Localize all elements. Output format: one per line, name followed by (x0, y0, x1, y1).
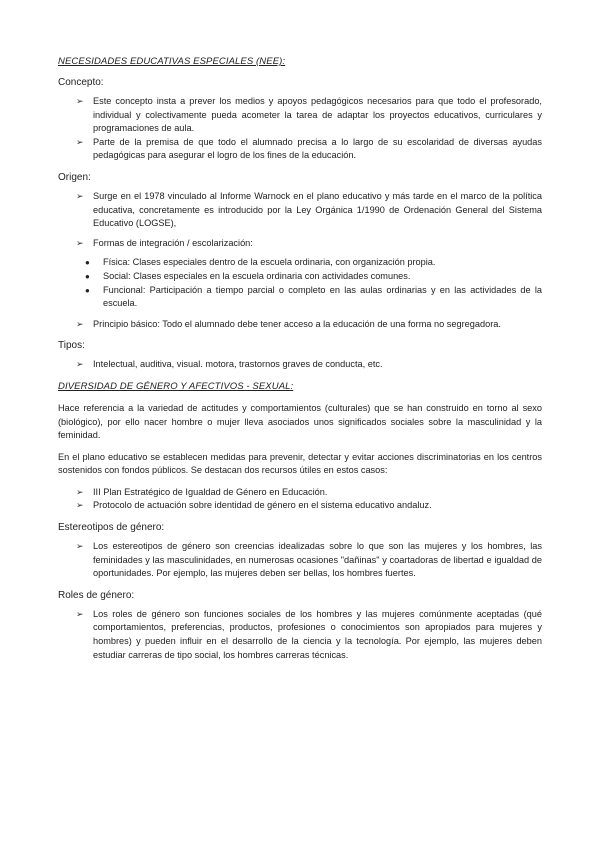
heading-tipos: Tipos: (58, 340, 85, 352)
section-title-diversidad: DIVERSIDAD DE GÉNERO Y AFECTIVOS - SEXUAL: (58, 380, 294, 392)
arrow-bullet-icon: ➢ (76, 237, 84, 248)
list-item: ➢ III Plan Estratégico de Igualdad de Género en Educación. (58, 486, 542, 500)
list-item: ➢ Parte de la premisa de que todo el alumnado precisa a lo largo de su escolaridad de diversas ayudas pedagógicas para asegurar el logro de los fines de la educación. (76, 136, 542, 161)
sublist-item: ● Física: Clases especiales dentro de la escuela ordinaria, con organización propia. (58, 256, 542, 270)
heading-roles: Roles de género: (58, 589, 135, 601)
list-item: ➢ Este concepto insta a prever los medios y apoyos pedagógicos necesarios para que todo el profesorado, individual y colectivamente pueda acometer la tarea de adaptar los proyectos educativos, curriculares y programaciones de aula. (76, 96, 542, 134)
arrow-bullet-icon: ➢ (76, 608, 84, 619)
list-item: ➢ Surge en el 1978 vinculado al Informe Warnock en el plano educativo y más tarde en el marco de la política educativa, concretamente es introducido por la Ley Orgánica 1/1990 de Ordenación General del Sistema Educativo (LOGSE), (76, 190, 542, 229)
list-item: ➢ Principio básico: Todo el alumnado debe tener acceso a la educación de una forma no segregadora. (58, 318, 542, 332)
roles-list (58, 608, 542, 662)
dot-bullet-icon: ● (85, 258, 90, 268)
list-item: ➢ Intelectual, auditiva, visual. motora, trastornos graves de conducta, etc. (58, 358, 542, 372)
arrow-bullet-icon: ➢ (76, 500, 84, 511)
paragraph: En el plano educativo se establecen medidas para prevenir, detectar y evitar acciones discriminatorias en los centros sostenidos con fondos públicos. Se destacan dos recursos útiles en estos casos: (58, 451, 542, 476)
arrow-bullet-icon: ➢ (76, 486, 84, 497)
heading-concepto: Concepto: (58, 77, 104, 88)
heading-estereotipos: Estereotipos de género: (58, 522, 165, 534)
arrow-bullet-icon: ➢ (76, 190, 84, 201)
tipos-list (58, 358, 542, 372)
arrow-bullet-icon: ➢ (76, 318, 84, 329)
list-item: ➢ Formas de integración / escolarización: (58, 237, 542, 251)
list-item: ➢ Los estereotipos de género son creencias idealizadas sobre lo que son las mujeres y los hombres, las feminidades y las masculinidades, en numerosas ocasiones "dañinas" y coartadoras de libertad e igualdad de oportunidades. Por ejemplo, las mujeres deben ser bellas, los hombres fuertes. (76, 541, 542, 579)
origen-list-2 (58, 318, 542, 332)
dot-bullet-icon: ● (85, 271, 90, 281)
list-item: ➢ Protocolo de actuación sobre identidad de género en el sistema educativo andaluz. (58, 499, 542, 513)
recursos-list (58, 486, 542, 513)
paragraph: Hace referencia a la variedad de actitudes y comportamientos (culturales) que se han construido en torno al sexo (biológico), por ello nacer hombre o mujer lleva asociados unos significados sociales sobre la masculinidad y la feminidad. (58, 402, 542, 441)
concepto-list (58, 95, 542, 163)
integracion-sublist (58, 256, 542, 310)
arrow-bullet-icon: ➢ (76, 359, 84, 370)
dot-bullet-icon: ● (85, 285, 90, 295)
arrow-bullet-icon: ➢ (76, 96, 84, 106)
sublist-item: ● Funcional: Participación a tiempo parcial o completo en las aulas ordinarias y en las actividades de la escuela. (85, 284, 542, 309)
heading-origen: Origen: (58, 171, 91, 183)
section-title-nee: NECESIDADES EDUCATIVAS ESPECIALES (NEE): (58, 56, 286, 67)
arrow-bullet-icon: ➢ (76, 136, 84, 147)
arrow-bullet-icon: ➢ (76, 541, 84, 552)
list-item: ➢ Los roles de género son funciones sociales de los hombres y las mujeres comúnmente aceptadas (qué comportamientos, preferencias, productos, profesiones o conocimientos son apropiados para mujeres y hombres) y pueden influir en el desarrollo de la ciencia y la tecnología. Por ejemplo, las mujeres deben estudiar carreras de tipo social, los hombres carreras técnicas. (76, 608, 542, 660)
origen-list (58, 190, 542, 250)
estereotipos-list (58, 540, 542, 581)
sublist-item: ● Social: Clases especiales en la escuela ordinaria con actividades comunes. (58, 270, 542, 284)
